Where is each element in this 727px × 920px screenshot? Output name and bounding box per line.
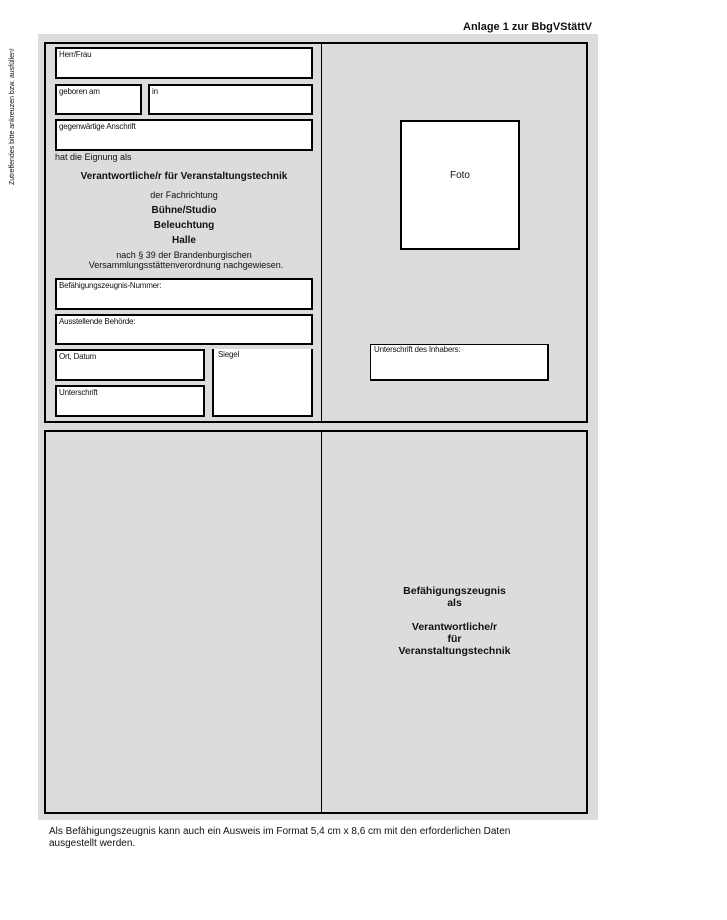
cover-line-5: Veranstaltungstechnik (398, 645, 511, 657)
signature-field[interactable] (55, 385, 205, 417)
cover-title (322, 585, 587, 657)
issuing-authority-label: Ausstellende Behörde: (59, 317, 136, 326)
seal-box (212, 349, 313, 417)
footer-note: Als Befähigungszeugnis kann auch ein Ausweis im Format 5,4 cm x 8,6 cm mit den erforderlichen Daten ausgestellt werden. (49, 826, 511, 849)
cover-line-3: Verantwortliche/r (411, 621, 498, 633)
discipline-hall: Halle (172, 235, 196, 246)
role-title: Verantwortliche/r für Veranstaltungstechnik (80, 171, 288, 182)
legal-line-2: Versammlungsstättenverordnung nachgewiesen. (88, 260, 284, 270)
legal-line-1: nach § 39 der Brandenburgischen (116, 250, 252, 260)
certificate-number-label: Befähigungszeugnis-Nummer: (59, 281, 162, 290)
discipline-stage-studio: Bühne/Studio (151, 205, 217, 216)
discipline-intro: der Fachrichtung (150, 190, 218, 200)
discipline-lighting: Beleuchtung (153, 220, 215, 231)
address-field[interactable] (55, 119, 313, 151)
birth-date-label: geboren am (59, 87, 100, 96)
cover-spacer (322, 609, 587, 621)
cover-line-1: Befähigungszeugnis (403, 585, 506, 597)
suitability-text: hat die Eignung als (55, 152, 132, 162)
signature-label: Unterschrift (59, 388, 98, 397)
birth-place-field[interactable] (148, 84, 313, 115)
name-label: Herr/Frau (59, 50, 92, 59)
front-panel-divider (321, 43, 322, 422)
annex-heading: Anlage 1 zur BbgVStättV (463, 21, 592, 33)
photo-box[interactable] (400, 120, 520, 250)
holder-signature-label: Unterschrift des Inhabers: (374, 345, 461, 354)
seal-label: Siegel (218, 350, 240, 359)
cover-line-2: als (447, 597, 462, 609)
holder-signature-field[interactable] (370, 344, 549, 381)
issuing-authority-field[interactable] (55, 314, 313, 345)
name-field[interactable] (55, 47, 313, 79)
certificate-number-field[interactable] (55, 278, 313, 310)
place-date-label: Ort, Datum (59, 352, 97, 361)
birth-place-label: in (152, 87, 158, 96)
photo-label: Foto (449, 170, 470, 181)
birth-date-field[interactable] (55, 84, 142, 115)
address-label: gegenwärtige Anschrift (59, 122, 136, 131)
place-date-field[interactable] (55, 349, 205, 381)
side-note: Zutreffendes bitte ankreuzen bzw. ausfüllen! (9, 48, 16, 185)
cover-line-4: für (447, 633, 462, 645)
